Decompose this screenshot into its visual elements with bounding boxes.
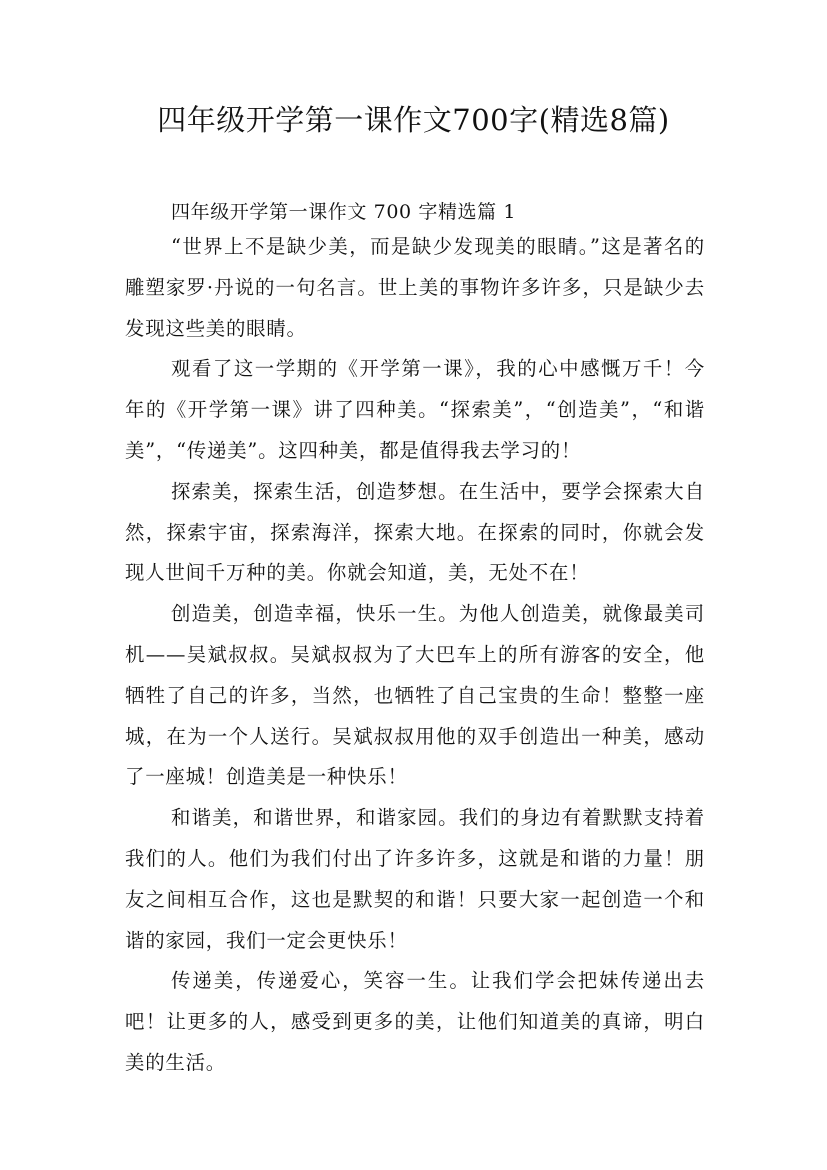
article-body: [125, 197, 705, 1084]
section-heading: 四年级开学第一课作文 700 字精选篇 1: [171, 201, 517, 223]
paragraph-2: 观看了这一学期的《开学第一课》，我的心中感慨万千！今年的《开学第一课》讲了四种美。“探索美”，“创造美”，“和谐美”，“传递美”。这四种美，都是值得我去学习的！: [125, 357, 705, 462]
paragraph-5: 和谐美，和谐世界，和谐家园。我们的身边有着默默支持着我们的人。他们为我们付出了许多许多，这就是和谐的力量！朋友之间相互合作，这也是默契的和谐！只要大家一起创造一个和谐的家园，我们一定会更快乐！: [125, 806, 705, 952]
paragraph-4: 创造美，创造幸福，快乐一生。为他人创造美，就像最美司机——吴斌叔叔。吴斌叔叔为了大巴车上的所有游客的安全，他牺牲了自己的许多，当然，也牺牲了自己宝贵的生命！整整一座城，在为一个人送行。吴斌叔叔用他的双手创造出一种美，感动了一座城！创造美是一种快乐！: [125, 602, 705, 789]
paragraph-1: “世界上不是缺少美，而是缺少发现美的眼睛。”这是著名的雕塑家罗·丹说的一句名言。世上美的事物许多许多，只是缺少去发现这些美的眼睛。: [125, 235, 705, 340]
paragraph-6: 传递美，传递爱心，笑容一生。让我们学会把妹传递出去吧！让更多的人，感受到更多的美，让他们知道美的真谛，明白美的生活。: [125, 969, 705, 1074]
paragraph-3: 探索美，探索生活，创造梦想。在生活中，要学会探索大自然，探索宇宙，探索海洋，探索大地。在探索的同时，你就会发现人世间千万种的美。你就会知道，美，无处不在！: [125, 479, 705, 585]
document-title: 四年级开学第一课作文700字(精选8篇): [157, 103, 670, 137]
